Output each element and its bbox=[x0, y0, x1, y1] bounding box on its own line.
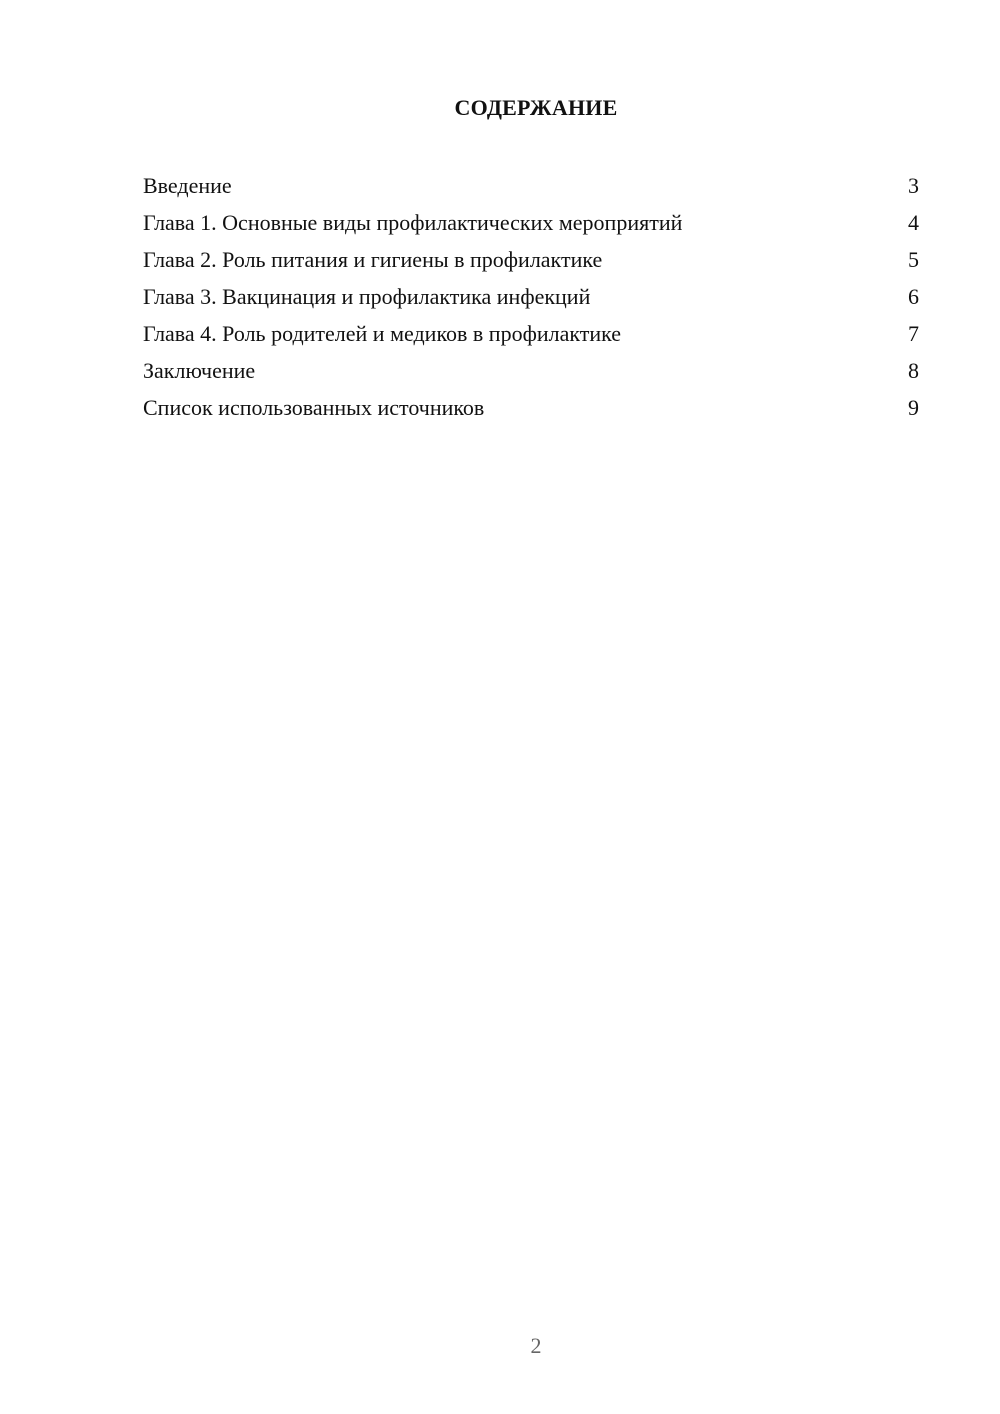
table-of-contents bbox=[143, 167, 919, 426]
toc-entry-introduction bbox=[143, 167, 919, 204]
toc-entry-page: 6 bbox=[908, 284, 919, 309]
toc-entry-label: Введение bbox=[143, 173, 232, 198]
toc-entry-page: 7 bbox=[908, 321, 919, 346]
toc-entry-references bbox=[143, 389, 919, 426]
toc-entry-label: Глава 4. Роль родителей и медиков в профилактике bbox=[143, 321, 622, 346]
toc-entry-label: Глава 1. Основные виды профилактических мероприятий bbox=[143, 210, 683, 235]
toc-entry-label: Глава 3. Вакцинация и профилактика инфекций bbox=[143, 284, 591, 309]
toc-entry-page: 8 bbox=[908, 358, 919, 383]
toc-entry-chapter-3 bbox=[143, 278, 919, 315]
toc-entry-chapter-2 bbox=[143, 241, 919, 278]
toc-entry-label: Список использованных источников bbox=[143, 395, 485, 420]
page-title: СОДЕРЖАНИЕ bbox=[454, 95, 618, 120]
toc-entry-chapter-1 bbox=[143, 204, 919, 241]
toc-entry-label: Глава 2. Роль питания и гигиены в профилактике bbox=[143, 247, 603, 272]
toc-entry-page: 5 bbox=[908, 247, 919, 272]
toc-entry-conclusion bbox=[143, 352, 919, 389]
toc-entry-label: Заключение bbox=[143, 358, 256, 383]
toc-entry-chapter-4 bbox=[143, 315, 919, 352]
toc-entry-page: 3 bbox=[908, 173, 919, 198]
toc-entry-page: 4 bbox=[908, 210, 919, 235]
page-number: 2 bbox=[530, 1333, 542, 1358]
toc-entry-page: 9 bbox=[908, 395, 919, 420]
